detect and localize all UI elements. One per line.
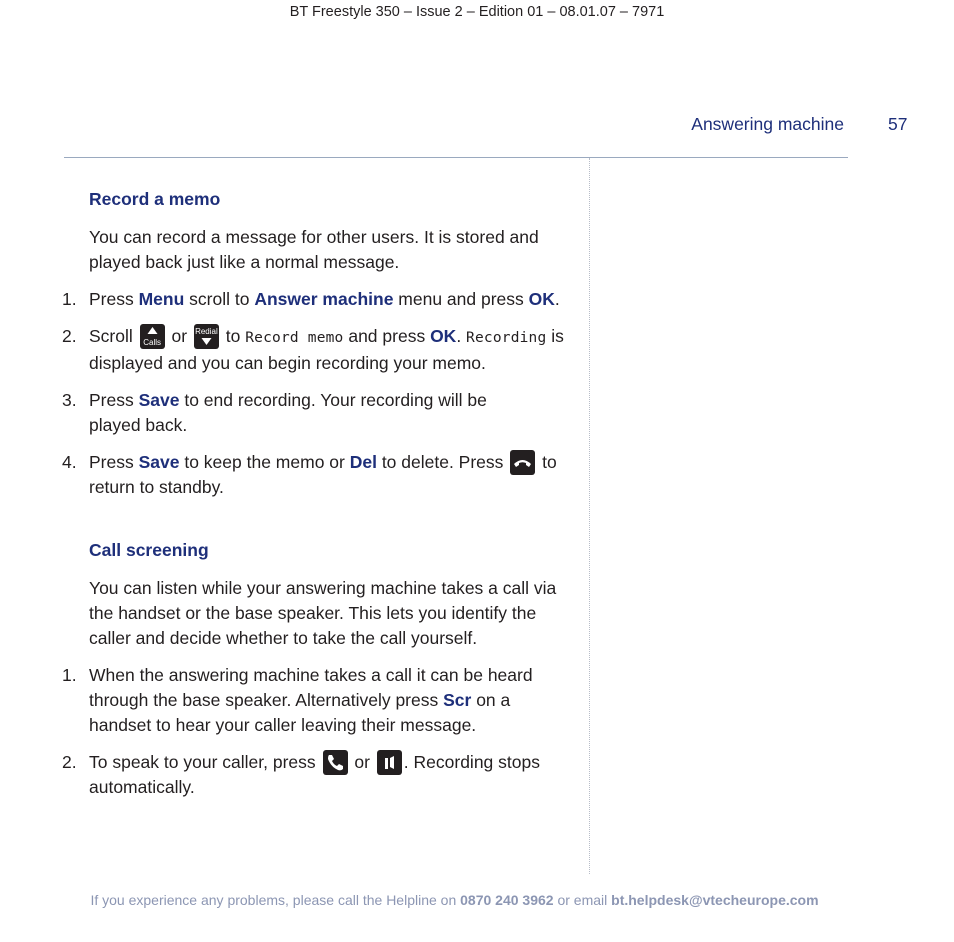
redial-key-label: Redial xyxy=(195,327,218,336)
text: to delete. Press xyxy=(376,452,509,472)
menu-keyword: Menu xyxy=(138,289,185,309)
text: Press xyxy=(89,289,139,309)
document-meta: BT Freestyle 350 – Issue 2 – Edition 01 – 08.01.07 – 7971 xyxy=(289,4,665,20)
text: on a handset to hear your caller leaving their message. xyxy=(89,690,511,735)
ok-keyword: OK xyxy=(430,326,457,346)
text: . Recording stops automatically. xyxy=(89,752,540,797)
main-content xyxy=(62,187,577,812)
text: If you experience any problems, please call the Helpline on xyxy=(90,892,461,908)
end-call-key-icon xyxy=(510,450,535,475)
text: to keep the memo or xyxy=(179,452,350,472)
step-number: 2. xyxy=(62,752,77,772)
redial-down-key-icon xyxy=(194,324,219,349)
text: Press xyxy=(89,390,139,410)
text: or xyxy=(166,326,192,346)
text: . xyxy=(554,289,560,309)
save-keyword: Save xyxy=(138,390,180,410)
record-memo-step-1 xyxy=(62,287,577,312)
page-number: 57 xyxy=(888,114,908,134)
step-text xyxy=(89,388,577,438)
call-screening-heading: Call screening xyxy=(89,540,209,560)
text: . xyxy=(456,326,467,346)
display-text-record-memo: Record memo xyxy=(245,330,344,346)
step-number: 4. xyxy=(62,452,77,472)
step-text xyxy=(89,450,577,500)
text: menu and press xyxy=(393,289,529,309)
calls-key-label: Calls xyxy=(143,338,162,347)
step-text xyxy=(89,324,577,376)
text: scroll to xyxy=(184,289,255,309)
section-title: Answering machine xyxy=(691,114,844,134)
text: is displayed and you can begin recording your memo. xyxy=(89,326,564,373)
helpline-footer xyxy=(0,892,909,908)
record-memo-step-4 xyxy=(62,450,577,500)
answer-machine-keyword: Answer machine xyxy=(254,289,394,309)
display-text-recording: Recording xyxy=(466,330,547,346)
scr-keyword: Scr xyxy=(443,690,472,710)
text: Press xyxy=(89,452,139,472)
step-text xyxy=(89,750,577,800)
record-memo-step-2 xyxy=(62,324,577,376)
column-divider xyxy=(589,158,590,874)
step-number: 1. xyxy=(62,665,77,685)
text: and press xyxy=(343,326,431,346)
save-keyword: Save xyxy=(138,452,180,472)
call-screening-step-2 xyxy=(62,750,577,800)
text: When the answering machine takes a call it can be heard through the base speaker. Alternatively press xyxy=(89,665,533,710)
call-screening-step-1 xyxy=(62,663,577,738)
record-memo-heading: Record a memo xyxy=(89,189,221,209)
text: to return to standby. xyxy=(89,452,557,497)
step-number: 3. xyxy=(62,390,77,410)
text: Scroll xyxy=(89,326,138,346)
text: to xyxy=(220,326,246,346)
page-header xyxy=(0,114,954,138)
helpdesk-email: bt.helpdesk@vtecheurope.com xyxy=(611,892,819,908)
del-keyword: Del xyxy=(349,452,377,472)
text: To speak to your caller, press xyxy=(89,752,321,772)
text: played back. xyxy=(89,415,188,435)
calls-up-key-icon xyxy=(140,324,165,349)
step-text xyxy=(89,287,577,312)
step-text xyxy=(89,663,577,738)
text: or email xyxy=(553,892,612,908)
step-number: 1. xyxy=(62,289,77,309)
record-memo-intro: You can record a message for other users. It is stored and played back just like a normal message. xyxy=(89,227,539,272)
speaker-key-icon xyxy=(377,750,402,775)
record-memo-step-3 xyxy=(62,388,577,438)
talk-key-icon xyxy=(323,750,348,775)
text: to end recording. Your recording will be xyxy=(179,390,487,410)
header-rule xyxy=(64,157,848,158)
ok-keyword: OK xyxy=(528,289,555,309)
helpline-phone: 0870 240 3962 xyxy=(460,892,554,908)
step-number: 2. xyxy=(62,326,77,346)
text: or xyxy=(349,752,375,772)
call-screening-intro: You can listen while your answering machine takes a call via the handset or the base speaker. This lets you identify the caller and decide whether to take the call yourself. xyxy=(89,578,557,648)
